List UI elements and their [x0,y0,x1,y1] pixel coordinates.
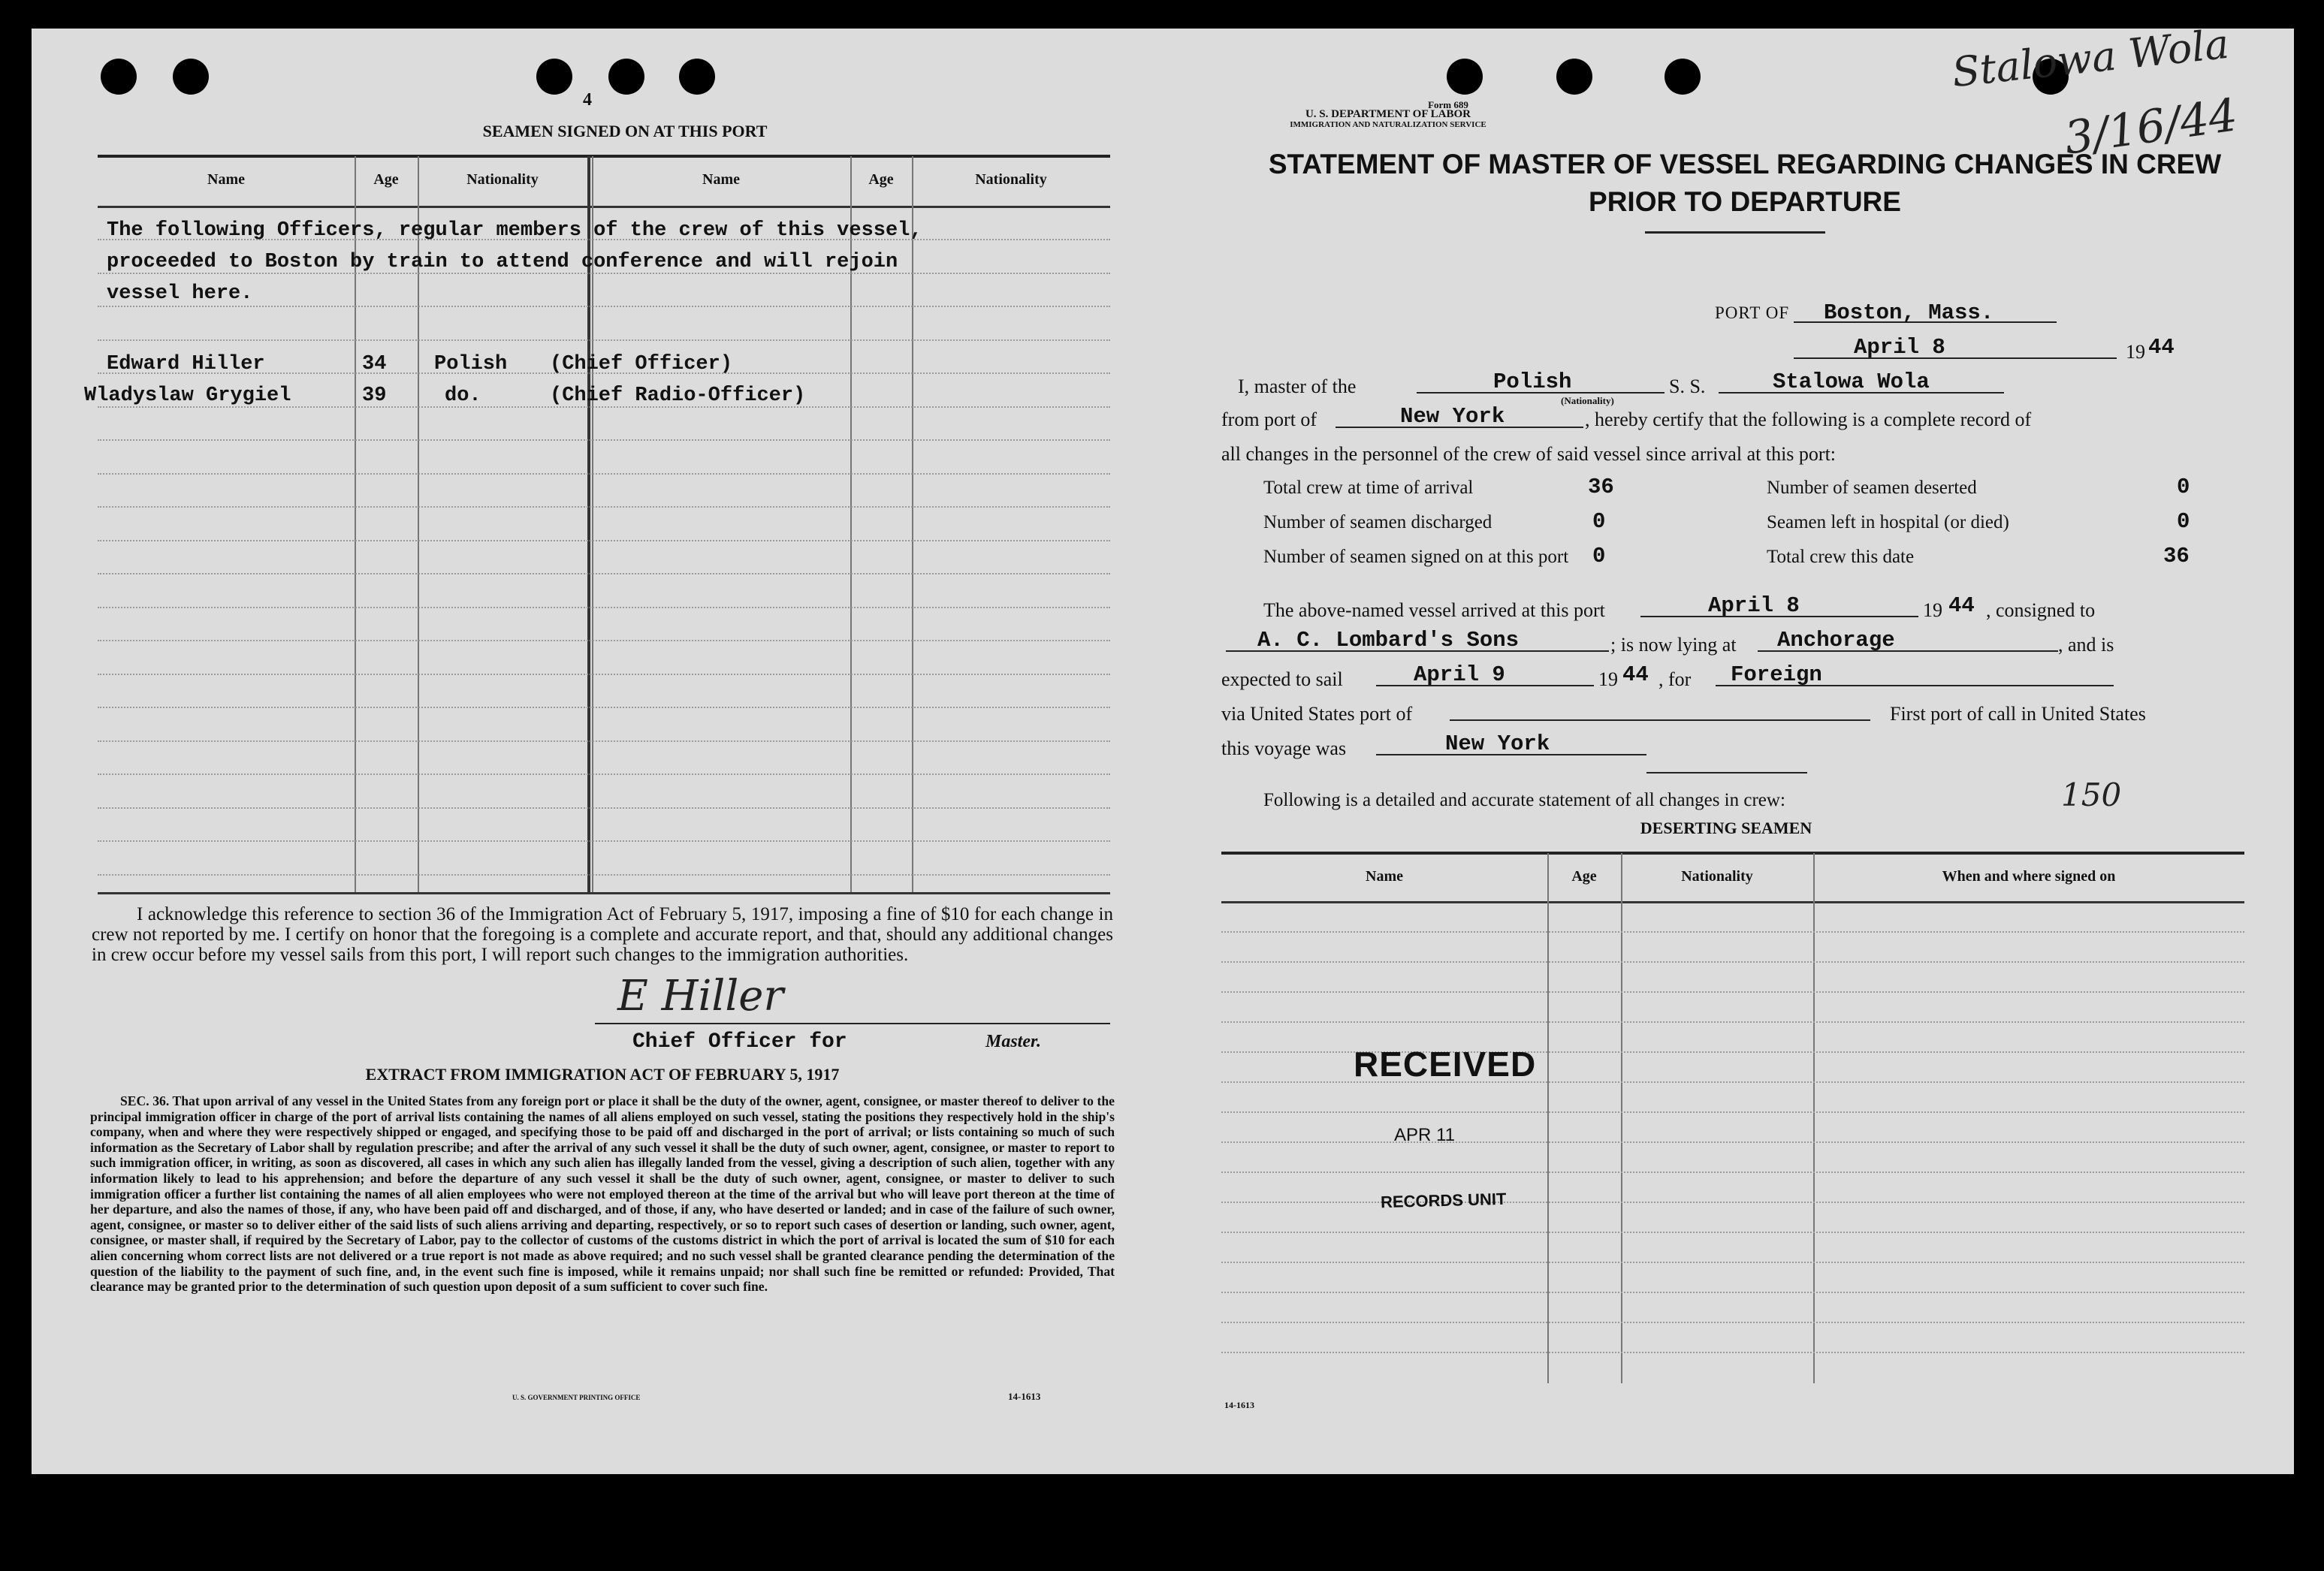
col-name: Name [1366,868,1403,885]
table-rule [98,640,1110,641]
left-page [32,29,1163,1474]
stat-value: 36 [2163,544,2190,568]
table-rule [98,607,1110,608]
stat-value: 0 [1592,509,1606,534]
stat-value: 0 [1592,544,1606,568]
sail-year: 44 [1622,662,1649,687]
year-value: 44 [2148,335,2175,360]
table-rule [98,740,1110,742]
table-rule [98,840,1110,842]
table-rule [1221,1021,2244,1023]
entry-remark: (Chief Radio-Officer) [550,384,806,407]
stat-label: Total crew this date [1767,547,1915,567]
entry-name: Wladyslaw Grygiel [84,384,291,407]
table-rule [1221,961,2244,963]
entry-remark: (Chief Officer) [550,353,733,375]
punch-hole [1665,59,1701,95]
stat-label: Seamen left in hospital (or died) [1767,512,2009,532]
table-rule [1221,1352,2244,1353]
form-code: 14-1613 [1224,1400,1254,1410]
table-rule [98,506,1110,508]
printer-line: U. S. GOVERNMENT PRINTING OFFICE [512,1394,641,1401]
stat-label: Number of seamen discharged [1263,512,1492,532]
col-name: Name [207,171,245,188]
col-nationality: Nationality [466,171,539,188]
department: U. S. DEPARTMENT OF LABOR [1305,108,1471,120]
col-age-2: Age [868,171,894,188]
via-label: via United States port of [1221,703,1413,725]
col-age: Age [1571,868,1597,885]
col-nationality: Nationality [1681,868,1753,885]
entry-age: 34 [362,353,387,375]
table-rule [1221,1171,2244,1173]
table-rule [1221,991,2244,993]
arrived-year-prefix: 19 [1923,599,1942,621]
sail-year-prefix: 19 [1598,668,1618,690]
sail-label: expected to sail [1221,668,1343,690]
col-when-where: When and where signed on [1942,868,2116,885]
nationality-caption: (Nationality) [1561,395,1614,406]
table-rule [1221,1292,2244,1293]
from-port-label: from port of [1221,409,1317,430]
page-number: 4 [583,90,592,110]
table-rule [98,874,1110,876]
stat-label: Total crew at time of arrival [1263,478,1474,498]
col-name-2: Name [702,171,740,188]
deserting-heading: DESERTING SEAMEN [1640,819,1812,837]
nationality-value: Polish [1493,369,1572,394]
table-rule [1221,931,2244,933]
entry-name: Edward Hiller [107,353,265,375]
table-rule [1221,1262,2244,1263]
col-age: Age [373,171,399,188]
punch-hole [1556,59,1592,95]
and-is-label: , and is [2058,634,2114,656]
extract-text: SEC. 36. That upon arrival of any vessel in the United States from any foreign port or place it shall be the duty of the owner, agent, consignee, or master thereof to deliver to the principal immigration officer in charge of the port of arrival lists containing the names of all aliens employed on such vessel, stating the positions they respectively hold in the ship's company, when and where they were respectively shipped or engaged, and specifying those to be paid off and discharged in the port of arrival; or lists containing so much of such information as the Secretary of Labor shall by regulation prescribe; and after the arrival of any such vessel it shall be the duty of such owner, agent, consignee, or master to report to such immigration officer, in writing, as soon as discovered, all cases in which any such alien has illegally landed from the vessel, giving a description of such alien, together with any information likely to lead to his apprehension; and before the departure of any such vessel it shall be the duty of such owner, agent, consignee, or master to deliver to such immigration officer a further list containing the names of all alien employees who were not employed thereon at the time of the arrival but who will leave port thereon at the time of her departure, and also the names of those, if any, who have been paid off and discharged, and of those, if any, who have deserted or landed; and in case of the failure of such owner, agent, consignee, or master so to deliver either of the said lists of such aliens arriving and departing, respectively, or so to report such cases of desertion or landing, such owner, agent, consignee, or master shall, if required by the Secretary of Labor, pay to the collector of customs of the customs district in which the port of arrival is located the sum of $10 for each alien concerning whom correct lists are not delivered or a true report is not made as above required; and no such vessel shall be granted clearance pending the determination of the question of the liability to the payment of such fine, and, in the event such fine is imposed, while it remains unpaid; nor shall such fine be remitted or refunded: Provided, That clearance may be granted prior to the determination of such question upon deposit of a sum sufficient to cover such fine. [90,1093,1115,1295]
right-page [1163,20,2294,1474]
form-number: Form 689 [1428,99,1468,110]
stat-value: 0 [2177,475,2190,499]
punch-hole [173,59,209,95]
punch-hole [101,59,137,95]
entry-age: 39 [362,384,387,407]
port-label: PORT OF [1715,303,1790,322]
typed-note-line: vessel here. [107,282,253,305]
punch-hole [536,59,572,95]
arrived-year: 44 [1948,593,1975,618]
table-rule [1221,1111,2244,1113]
punch-hole [608,59,644,95]
form-title: STATEMENT OF MASTER OF VESSEL REGARDING CHANGES IN CREW [1268,149,2222,179]
table-rule [98,773,1110,775]
first-port-label: First port of call in United States [1890,703,2146,725]
table-rule [98,707,1110,708]
certify-text: , hereby certify that the following is a complete record of [1585,409,2032,430]
table-rule [1221,1322,2244,1323]
master-label: Master. [985,1032,1042,1051]
extract-heading: EXTRACT FROM IMMIGRATION ACT OF FEBRUARY 5, 1917 [365,1065,840,1084]
table-rule [98,674,1110,675]
certify-text-2: all changes in the personnel of the crew of said vessel since arrival at this port: [1221,443,1837,465]
for-value: Foreign [1731,662,1822,687]
signature: E Hiller [617,972,784,1021]
table-rule [98,540,1110,541]
table-rule [98,473,1110,475]
lying-value: Anchorage [1777,628,1895,653]
table-rule [98,573,1110,574]
table-rule [1221,1232,2244,1233]
records-unit-stamp: RECORDS UNIT [1380,1189,1507,1212]
signature-title: Chief Officer for [632,1030,847,1054]
stat-value: 0 [2177,509,2190,534]
stat-label: Number of seamen signed on at this port [1263,547,1569,567]
handwritten-date: 3/16/44 [2061,89,2241,165]
ship-name: Stalowa Wola [1773,369,1930,394]
table-rule [98,807,1110,809]
received-stamp-date: APR 11 [1394,1125,1455,1145]
col-nationality-2: Nationality [975,171,1047,188]
sail-value: April 9 [1414,662,1505,687]
stat-label: Number of seamen deserted [1767,478,1977,498]
punch-hole [679,59,715,95]
punch-hole [1447,59,1483,95]
form-code: 14-1613 [1008,1391,1041,1402]
arrived-value: April 8 [1708,593,1800,618]
section-heading: SEAMEN SIGNED ON AT THIS PORT [482,122,768,140]
arrived-label: The above-named vessel arrived at this port [1263,599,1605,621]
consignee-value: A. C. Lombard's Sons [1257,628,1520,653]
table-rule [98,439,1110,441]
typed-note-line: proceeded to Boston by train to attend conference and will rejoin [107,251,898,273]
entry-nationality: Polish [434,353,508,375]
table-rule [1221,1202,2244,1203]
port-value: Boston, Mass. [1824,300,1994,325]
lying-label: ; is now lying at [1610,634,1737,656]
received-stamp: RECEIVED [1354,1045,1537,1084]
table-rule [98,306,1110,307]
ss-label: S. S. [1669,375,1706,397]
voyage-value: New York [1445,731,1550,756]
stat-value: 36 [1588,475,1614,499]
handwritten-number: 150 [2061,776,2122,813]
handwritten-ship-name: Stalowa Wola [1949,20,2232,97]
master-of-label: I, master of the [1238,375,1357,397]
acknowledgement-text: I acknowledge this reference to section 36 of the Immigration Act of February 5, 1917, imposing a fine of $10 for each change in crew not reported by me. I certify on honor that the foregoing is a complete and accurate report, and that, should any additional changes in crew occur before my vessel sails from this port, I will report such changes to the immigration authorities. [92,904,1113,965]
form-title-line2: PRIOR TO DEPARTURE [1589,186,1901,217]
following-label: Following is a detailed and accurate statement of all changes in crew: [1263,790,1785,810]
year-prefix: 19 [2126,341,2145,363]
voyage-label: this voyage was [1221,737,1347,759]
table-rule [98,339,1110,341]
from-port-value: New York [1400,404,1505,429]
entry-nationality: do. [445,384,481,407]
typed-note-line: The following Officers, regular members of the crew of this vessel, [107,219,922,242]
consigned-label: , consigned to [1986,599,2096,621]
service: IMMIGRATION AND NATURALIZATION SERVICE [1290,120,1486,129]
for-label: , for [1658,668,1692,690]
table-rule [1221,1141,2244,1143]
date-value: April 8 [1854,335,1945,360]
